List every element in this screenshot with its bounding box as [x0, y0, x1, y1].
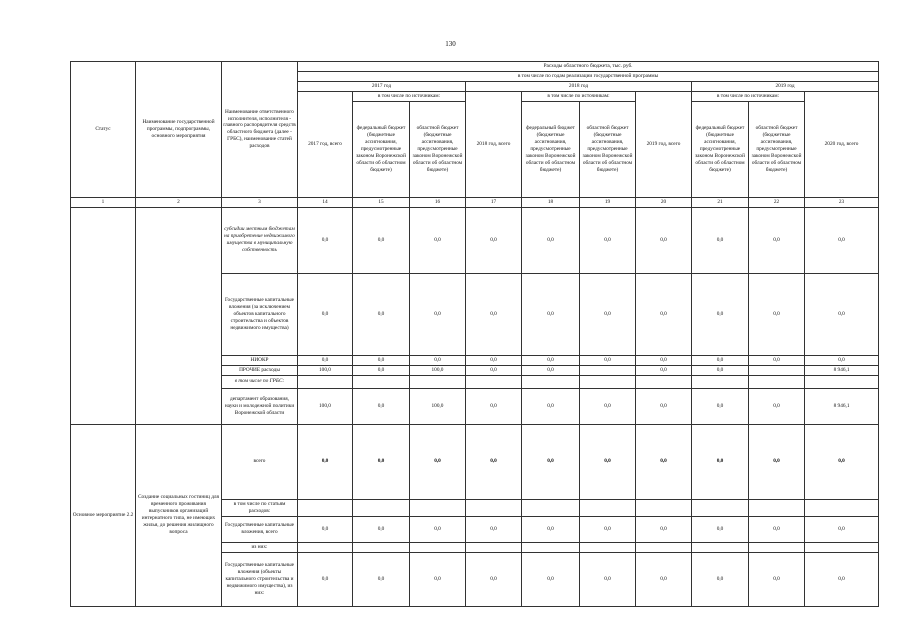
- header-2017-sources: в том числе по источникам:: [353, 91, 466, 101]
- header-2017-obl: областной бюджет (бюджетные ассигнования, предусмотренные законом Воронежской области об областном бюджете): [410, 101, 466, 197]
- page-number: 130: [445, 40, 456, 48]
- col-num: 1: [71, 197, 136, 207]
- header-executor-name: Наименование ответственного исполнителя, исполнителя - главного распорядителя средств областного бюджета (далее - ГРБС), наименование статей расходов: [222, 62, 298, 198]
- header-2019-fed: федеральный бюджет (бюджетные ассигнования, предусмотренные законом Воронежской области об областном бюджете): [692, 101, 749, 197]
- header-2019-obl: областной бюджет (бюджетные ассигнования, предусмотренные законом Воронежской области об областном бюджете): [749, 101, 805, 197]
- value-cell: 8 946,1: [805, 388, 879, 424]
- table-row: [71, 207, 879, 273]
- value-cell: 0,0: [805, 207, 879, 273]
- value-cell: 0,0: [522, 516, 580, 542]
- header-2018: 2018 год: [466, 81, 692, 91]
- value-cell: 0,0: [298, 273, 353, 355]
- col-num: 20: [636, 197, 692, 207]
- col-num: 16: [410, 197, 466, 207]
- header-status: Статус: [71, 62, 136, 198]
- status-cell: Основное мероприятие 2.2: [71, 424, 136, 606]
- value-cell: [749, 365, 805, 375]
- value-cell: 0,0: [466, 388, 522, 424]
- value-cell: 0,0: [580, 207, 636, 273]
- value-cell: 0,0: [580, 355, 636, 365]
- status-cell-empty: [71, 207, 136, 424]
- row-label: департамент образования, науки и молодежной политики Воронежской области: [222, 388, 298, 424]
- value-cell: 0,0: [636, 355, 692, 365]
- value-cell: 0,0: [353, 273, 410, 355]
- value-cell: 0,0: [692, 516, 749, 542]
- value-cell: 0,0: [692, 552, 749, 606]
- value-cell: 0,0: [749, 516, 805, 542]
- value-cell: 0,0: [353, 365, 410, 375]
- header-2019-total: 2019 год, всего: [636, 91, 692, 197]
- value-cell: 0,0: [298, 516, 353, 542]
- value-cell: 0,0: [692, 207, 749, 273]
- value-cell: 0,0: [636, 207, 692, 273]
- value-cell: 0,0: [636, 424, 692, 499]
- header-2018-total: 2018 год, всего: [466, 91, 522, 197]
- value-cell: 0,0: [353, 552, 410, 606]
- row-label: из них:: [222, 542, 298, 552]
- value-cell: 0,0: [636, 552, 692, 606]
- table-row: [71, 424, 879, 499]
- value-cell: 0,0: [466, 552, 522, 606]
- program-cell-empty: [136, 207, 222, 424]
- value-cell: 0,0: [805, 552, 879, 606]
- value-cell: 0,0: [692, 388, 749, 424]
- value-cell: 0,0: [692, 273, 749, 355]
- value-cell: 0,0: [580, 552, 636, 606]
- value-cell: 0,0: [353, 355, 410, 365]
- value-cell: 0,0: [805, 273, 879, 355]
- value-cell: 0,0: [692, 365, 749, 375]
- value-cell: 0,0: [749, 388, 805, 424]
- header-2018-fed: федеральный бюджет (бюджетные ассигнования, предусмотренные законом Воронежской области об областном бюджете): [522, 101, 580, 197]
- col-num: 17: [466, 197, 522, 207]
- value-cell: 0,0: [692, 355, 749, 365]
- value-cell: 0,0: [580, 516, 636, 542]
- col-num: 15: [353, 197, 410, 207]
- col-num: 2: [136, 197, 222, 207]
- value-cell: 0,0: [298, 424, 353, 499]
- value-cell: 0,0: [298, 207, 353, 273]
- program-cell: Создание социальных гостиниц для временного проживания выпускников организаций интернатного типа, не имеющих жилья, до решения жилищного вопроса: [136, 424, 222, 606]
- header-2017-total: 2017 год, всего: [298, 91, 353, 197]
- value-cell: 0,0: [749, 355, 805, 365]
- header-2017: 2017 год: [298, 81, 466, 91]
- value-cell: 0,0: [410, 273, 466, 355]
- value-cell: 0,0: [692, 424, 749, 499]
- value-cell: 0,0: [410, 424, 466, 499]
- col-num: 21: [692, 197, 749, 207]
- value-cell: 0,0: [749, 424, 805, 499]
- column-number-row: [71, 197, 879, 207]
- row-label: Государственные капитальные вложения (объекты капитального строительства и недвижимого имущества), из них:: [222, 552, 298, 606]
- header-expenses: Расходы областного бюджета, тыс. руб.: [298, 62, 879, 72]
- value-cell: 0,0: [636, 516, 692, 542]
- value-cell: 0,0: [805, 424, 879, 499]
- value-cell: 0,0: [522, 424, 580, 499]
- col-num: 19: [580, 197, 636, 207]
- header-2020-total: 2020 год, всего: [805, 91, 879, 197]
- row-label: в том числе по статьям расходов:: [222, 499, 298, 516]
- value-cell: 0,0: [580, 388, 636, 424]
- value-cell: 0,0: [580, 273, 636, 355]
- value-cell: 0,0: [522, 552, 580, 606]
- col-num: 22: [749, 197, 805, 207]
- row-label: в том числе по ГРБС:: [222, 375, 298, 388]
- value-cell: 0,0: [353, 424, 410, 499]
- value-cell: 0,0: [410, 207, 466, 273]
- value-cell: 0,0: [298, 355, 353, 365]
- value-cell: 8 946,1: [805, 365, 879, 375]
- value-cell: 0,0: [522, 365, 580, 375]
- value-cell: 0,0: [410, 355, 466, 365]
- header-program-name: Наименование государственной программы, подпрограммы, основного мероприятия: [136, 62, 222, 198]
- value-cell: 100,0: [298, 388, 353, 424]
- value-cell: 0,0: [410, 516, 466, 542]
- value-cell: 0,0: [805, 516, 879, 542]
- value-cell: 0,0: [466, 355, 522, 365]
- value-cell: 0,0: [522, 388, 580, 424]
- value-cell: 100,0: [298, 365, 353, 375]
- row-label: НИОКР: [222, 355, 298, 365]
- col-num: 14: [298, 197, 353, 207]
- value-cell: 0,0: [353, 388, 410, 424]
- row-label: субсидии местным бюджетам на приобретение недвижимого имущества в муниципальную собственность: [222, 207, 298, 273]
- row-label: Государственные капитальные вложения, всего: [222, 516, 298, 542]
- value-cell: 0,0: [522, 207, 580, 273]
- value-cell: 0,0: [298, 552, 353, 606]
- value-cell: 0,0: [466, 273, 522, 355]
- value-cell: 0,0: [466, 516, 522, 542]
- value-cell: 0,0: [410, 552, 466, 606]
- value-cell: 100,0: [410, 388, 466, 424]
- value-cell: 0,0: [749, 273, 805, 355]
- col-num: 23: [805, 197, 879, 207]
- value-cell: 0,0: [466, 424, 522, 499]
- row-label: Государственные капитальные вложения (за исключением объектов капитального строительства и объектов недвижимого имущества): [222, 273, 298, 355]
- value-cell: 0,0: [805, 355, 879, 365]
- value-cell: 0,0: [636, 365, 692, 375]
- header-2018-obl: областной бюджет (бюджетные ассигнования, предусмотренные законом Воронежской области об областном бюджете): [580, 101, 636, 197]
- header-by-years: в том числе по годам реализации государственной программы: [298, 71, 879, 81]
- value-cell: 0,0: [522, 273, 580, 355]
- value-cell: 100,0: [410, 365, 466, 375]
- value-cell: 0,0: [353, 516, 410, 542]
- value-cell: 0,0: [466, 207, 522, 273]
- header-2019-sources: в том числе по источникам:: [692, 91, 805, 101]
- col-num: 3: [222, 197, 298, 207]
- value-cell: 0,0: [580, 424, 636, 499]
- col-num: 18: [522, 197, 580, 207]
- value-cell: 0,0: [522, 355, 580, 365]
- value-cell: 0,0: [353, 207, 410, 273]
- row-label: ПРОЧИЕ расходы: [222, 365, 298, 375]
- header-2018-sources: в том числе по источникам:: [522, 91, 636, 101]
- value-cell: 0,0: [749, 207, 805, 273]
- value-cell: 0,0: [466, 365, 522, 375]
- header-2019: 2019 год: [692, 81, 879, 91]
- value-cell: 0,0: [636, 273, 692, 355]
- header-2017-fed: федеральный бюджет (бюджетные ассигнования, предусмотренные законом Воронежской области об областном бюджете): [353, 101, 410, 197]
- value-cell: 0,0: [636, 388, 692, 424]
- value-cell: [580, 365, 636, 375]
- row-label: всего: [222, 424, 298, 499]
- value-cell: 0,0: [749, 552, 805, 606]
- budget-table: [70, 61, 879, 607]
